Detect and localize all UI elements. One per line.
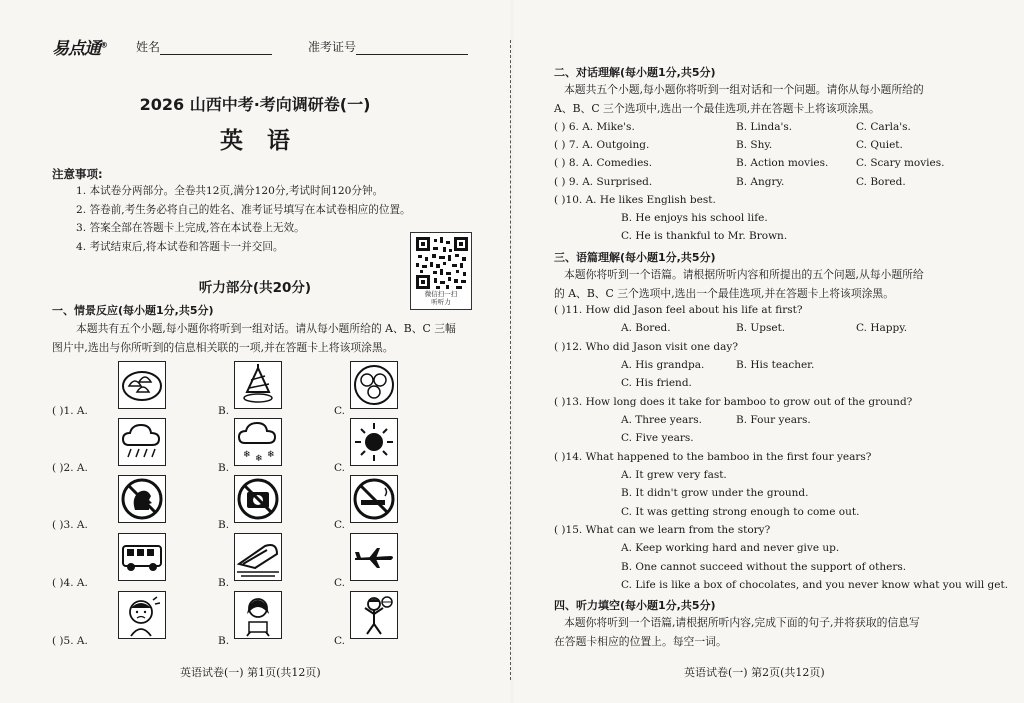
ticket-number-field[interactable]: 准考证号 [308,38,468,55]
option-b: B. Angry. [736,176,785,188]
svg-text:❄: ❄ [243,450,251,460]
sun-icon [351,419,397,465]
qr-caption: 微信扫一扫 [424,290,458,298]
question-14: ( )14. What happened to the bamboo in the first four years? [554,451,872,463]
name-field[interactable]: 姓名 [136,38,272,55]
rain-cloud-icon [119,419,165,465]
boy-basketball-icon [351,592,397,638]
option-a: A. Keep working hard and never give up. [621,542,840,554]
option-b: B. Shy. [736,139,773,151]
section1-desc: 本题共有五个小题,每小题你将听到一组对话。请从每小题所给的 A、B、C 三幅 [76,322,456,335]
section3-desc: 的 A、B、C 三个选项中,选出一个最佳选项,并在答题卡上将该项涂黑。 [554,287,895,300]
option-b: B. Upset. [736,322,786,334]
page-footer-left: 英语试卷(一) 第1页(共12页) [180,666,321,679]
option-c: C. Scary movies. [856,157,945,169]
picture-question-4: ( )4. A. B. C. [52,533,472,589]
option-b-image[interactable] [234,475,282,523]
option-c: C. Life is like a box of chocolates, and you never know what you will get. [621,579,1009,591]
picture-question-5: ( )5. A. B. C. [52,591,472,647]
option-a-image[interactable] [118,361,166,409]
option-c: C. Bored. [856,176,906,188]
option-a-image[interactable] [118,418,166,466]
high-speed-train-icon [235,534,281,580]
picture-question-3: ( )3. A. B. C. [52,475,472,531]
option-c: C. He is thankful to Mr. Brown. [621,230,788,242]
section1-heading: 一、情景反应(每小题1分,共5分) [52,304,214,317]
no-smoking-icon [351,476,397,522]
boy-headache-icon [119,592,165,638]
option-c: C. Happy. [856,322,908,334]
zongzi-icon [235,362,281,408]
no-photo-icon [235,476,281,522]
note-item: 4. 考试结束后,将本试卷和答题卡一并交回。 [76,240,284,253]
option-a-image[interactable] [118,591,166,639]
section2-desc: 本题共五个小题,每小题你将听到一组对话和一个问题。请你从每小题所给的 [564,83,924,96]
page-footer-right: 英语试卷(一) 第2页(共12页) [684,666,825,679]
option-b-image[interactable] [234,418,282,466]
question-number: ( )4. A. [52,577,88,589]
subject-title: 英语 [220,128,314,154]
mooncake-plate-icon [351,362,397,408]
bus-icon [119,534,165,580]
section4-desc: 本题你将听到一个语篇,请根据所听内容,完成下面的句子,并将获取的信息写 [564,616,920,629]
picture-question-2: ( )2. A. B. ❄ ❄ ❄ C. [52,418,472,474]
airplane-icon [351,534,397,580]
option-b-image[interactable] [234,591,282,639]
svg-text:❄: ❄ [255,454,263,464]
section4-heading: 四、听力填空(每小题1分,共5分) [554,599,716,612]
right-page [514,0,1024,703]
section1-desc: 图片中,选出与你所听到的信息相关联的一项,并在答题卡上将该项涂黑。 [52,341,394,354]
option-b: B. One cannot succeed without the support of others. [621,561,907,573]
option-c-image[interactable] [350,591,398,639]
snow-cloud-icon [235,419,281,465]
exam-title: 2026 山西中考·考向调研卷(一) [139,95,371,114]
section2-desc: A、B、C 三个选项中,选出一个最佳选项,并在答题卡上将该项涂黑。 [554,102,880,115]
question-9: ( ) 9. A. Surprised. [554,176,653,188]
option-a: A. Three years. [621,414,702,426]
notes-list [76,182,411,256]
brand-logo: 易点通® [52,39,107,59]
option-b: B. Linda's. [736,121,793,133]
section3-heading: 三、语篇理解(每小题1分,共5分) [554,251,716,264]
option-c: C. Five years. [621,432,694,444]
dumplings-plate-icon [119,362,165,408]
picture-question-1: ( )1. A. B. C. [52,361,472,417]
option-c: C. It was getting strong enough to come out. [621,506,860,518]
question-13: ( )13. How long does it take for bamboo to grow out of the ground? [554,396,913,408]
note-item: 1. 本试卷分两部分。全卷共12页,满分120分,考试时间120分钟。 [76,185,384,197]
note-item: 3. 答案全部在答题卡上完成,答在本试卷上无效。 [76,222,305,234]
left-page [0,0,510,703]
question-10: ( )10. A. He likes English best. [554,194,716,206]
question-number: ( )1. A. [52,405,88,417]
option-b: B. Action movies. [736,157,829,169]
question-12: ( )12. Who did Jason visit one day? [554,341,738,353]
section2-heading: 二、对话理解(每小题1分,共5分) [554,66,716,79]
option-b: B. He enjoys his school life. [621,212,768,224]
question-15: ( )15. What can we learn from the story? [554,524,771,536]
question-number: ( )5. A. [52,635,88,647]
option-c-image[interactable] [350,533,398,581]
question-6: ( ) 6. A. Mike's. [554,121,635,133]
section4-desc: 在答题卡相应的位置上。每空一词。 [554,635,727,648]
qr-caption: 听听力 [431,298,451,306]
girl-reading-icon [235,592,281,638]
svg-text:❄: ❄ [267,450,275,460]
notes-heading: 注意事项: [52,167,103,181]
question-7: ( ) 7. A. Outgoing. [554,139,650,151]
qr-code[interactable] [410,232,472,310]
option-a-image[interactable] [118,533,166,581]
note-item: 2. 答卷前,考生务必将自己的姓名、准考证号填写在本试卷相应的位置。 [76,203,411,216]
page-divider [510,40,511,680]
no-talking-icon [119,476,165,522]
option-b-image[interactable] [234,533,282,581]
option-a: A. It grew very fast. [621,469,727,481]
option-a: A. His grandpa. [621,359,705,371]
option-c-image[interactable] [350,361,398,409]
question-11: ( )11. How did Jason feel about his life at first? [554,304,803,316]
option-c: C. Carla's. [856,121,911,133]
option-b: B. Four years. [736,414,811,426]
option-a: A. Bored. [621,322,671,334]
option-b: B. His teacher. [736,359,815,371]
listening-part-title: 听力部分(共20分) [198,280,312,296]
question-8: ( ) 8. A. Comedies. [554,157,653,169]
option-b: B. It didn't grow under the ground. [621,487,809,499]
option-c: C. Quiet. [856,139,903,151]
question-number: ( )3. A. [52,519,88,531]
option-a-image[interactable] [118,475,166,523]
question-number: ( )2. A. [52,462,88,474]
option-c-image[interactable] [350,418,398,466]
option-c-image[interactable] [350,475,398,523]
option-c: C. His friend. [621,377,692,389]
section3-desc: 本题你将听到一个语篇。请根据所听内容和所提出的五个问题,从每小题所给 [564,268,924,281]
option-b-image[interactable] [234,361,282,409]
